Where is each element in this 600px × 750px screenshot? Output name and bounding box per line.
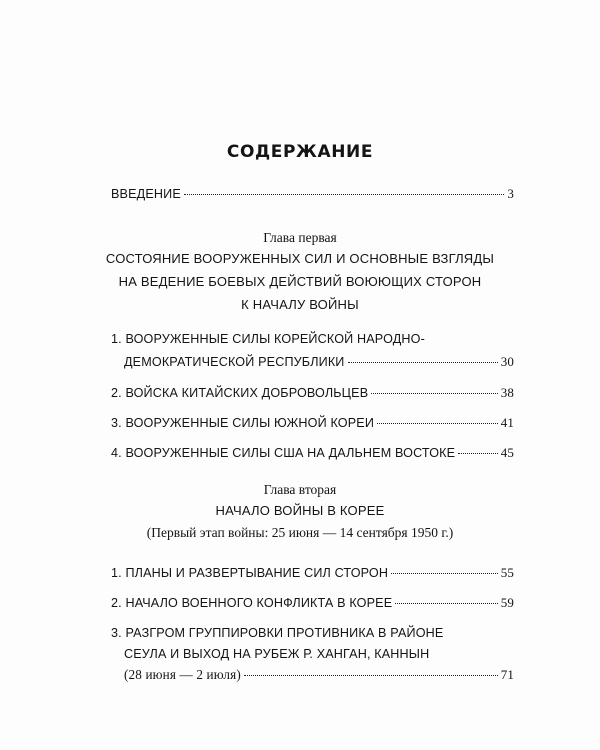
dot-leader xyxy=(377,423,498,424)
toc-entry-label: ВВЕДЕНИЕ xyxy=(111,187,181,201)
dot-leader xyxy=(184,194,504,195)
toc-page-number: 38 xyxy=(500,385,514,400)
toc-entry-2-2[interactable] xyxy=(111,595,514,611)
chapter-1-title-line-3: К НАЧАЛУ ВОЙНЫ xyxy=(241,297,359,312)
chapter-2-kicker: Глава вторая xyxy=(263,482,337,497)
toc-entry-2-1[interactable] xyxy=(111,565,514,581)
toc-page-number: 59 xyxy=(500,595,514,610)
toc-entry-label: ДЕМОКРАТИЧЕСКОЙ РЕСПУБЛИКИ xyxy=(124,355,345,369)
dot-leader xyxy=(348,362,498,363)
toc-entry-1-1-line-1[interactable]: 1. ВООРУЖЕННЫЕ СИЛЫ КОРЕЙСКОЙ НАРОДНО- xyxy=(111,332,425,346)
chapter-2-title: НАЧАЛО ВОЙНЫ В КОРЕЕ xyxy=(215,503,385,518)
dot-leader xyxy=(391,573,498,574)
chapter-1-title-line-2: НА ВЕДЕНИЕ БОЕВЫХ ДЕЙСТВИЙ ВОЮЮЩИХ СТОРОН xyxy=(118,274,482,289)
chapter-2-subtitle: (Первый этап войны: 25 июня — 14 сентября 1950 г.) xyxy=(146,525,454,540)
toc-entry-1-2[interactable] xyxy=(111,385,514,401)
toc-entry-label: 2. НАЧАЛО ВОЕННОГО КОНФЛИКТА В КОРЕЕ xyxy=(111,596,393,610)
dot-leader xyxy=(244,675,498,676)
toc-entry-label: 1. ПЛАНЫ И РАЗВЕРТЫВАНИЕ СИЛ СТОРОН xyxy=(111,566,389,580)
chapter-1-kicker: Глава первая xyxy=(263,230,337,245)
toc-entry-label: 3. ВООРУЖЕННЫЕ СИЛЫ ЮЖНОЙ КОРЕИ xyxy=(111,416,375,430)
toc-entry-1-1[interactable] xyxy=(124,354,514,370)
toc-page-number: 55 xyxy=(500,565,514,580)
dot-leader xyxy=(371,393,497,394)
toc-entry-label: 2. ВОЙСКА КИТАЙСКИХ ДОБРОВОЛЬЦЕВ xyxy=(111,386,369,400)
dot-leader xyxy=(458,453,498,454)
chapter-1-title-line-1: СОСТОЯНИЕ ВООРУЖЕННЫХ СИЛ И ОСНОВНЫЕ ВЗГЛЯДЫ xyxy=(105,251,495,266)
toc-entry-1-3[interactable] xyxy=(111,415,514,431)
toc-entry-2-3-line-2[interactable]: СЕУЛА И ВЫХОД НА РУБЕЖ Р. ХАНГАН, КАННЫН xyxy=(124,647,430,661)
toc-page-number: 3 xyxy=(507,186,514,201)
toc-page-number: 30 xyxy=(500,354,514,369)
toc-entry-label: 4. ВООРУЖЕННЫЕ СИЛЫ США НА ДАЛЬНЕМ ВОСТОКЕ xyxy=(111,446,456,460)
toc-page-number: 41 xyxy=(500,415,514,430)
toc-entry-2-3-line-1[interactable]: 3. РАЗГРОМ ГРУППИРОВКИ ПРОТИВНИКА В РАЙОНЕ xyxy=(111,626,444,640)
toc-page-number: 71 xyxy=(500,667,514,682)
dot-leader xyxy=(395,603,497,604)
toc-entry-2-3[interactable] xyxy=(124,667,514,683)
toc-entry-intro[interactable] xyxy=(111,186,514,202)
toc-page-number: 45 xyxy=(500,445,514,460)
toc-entry-label: (28 июня — 2 июля) xyxy=(124,667,241,682)
page-title: СОДЕРЖАНИЕ xyxy=(226,142,374,162)
toc-entry-1-4[interactable] xyxy=(111,445,514,461)
